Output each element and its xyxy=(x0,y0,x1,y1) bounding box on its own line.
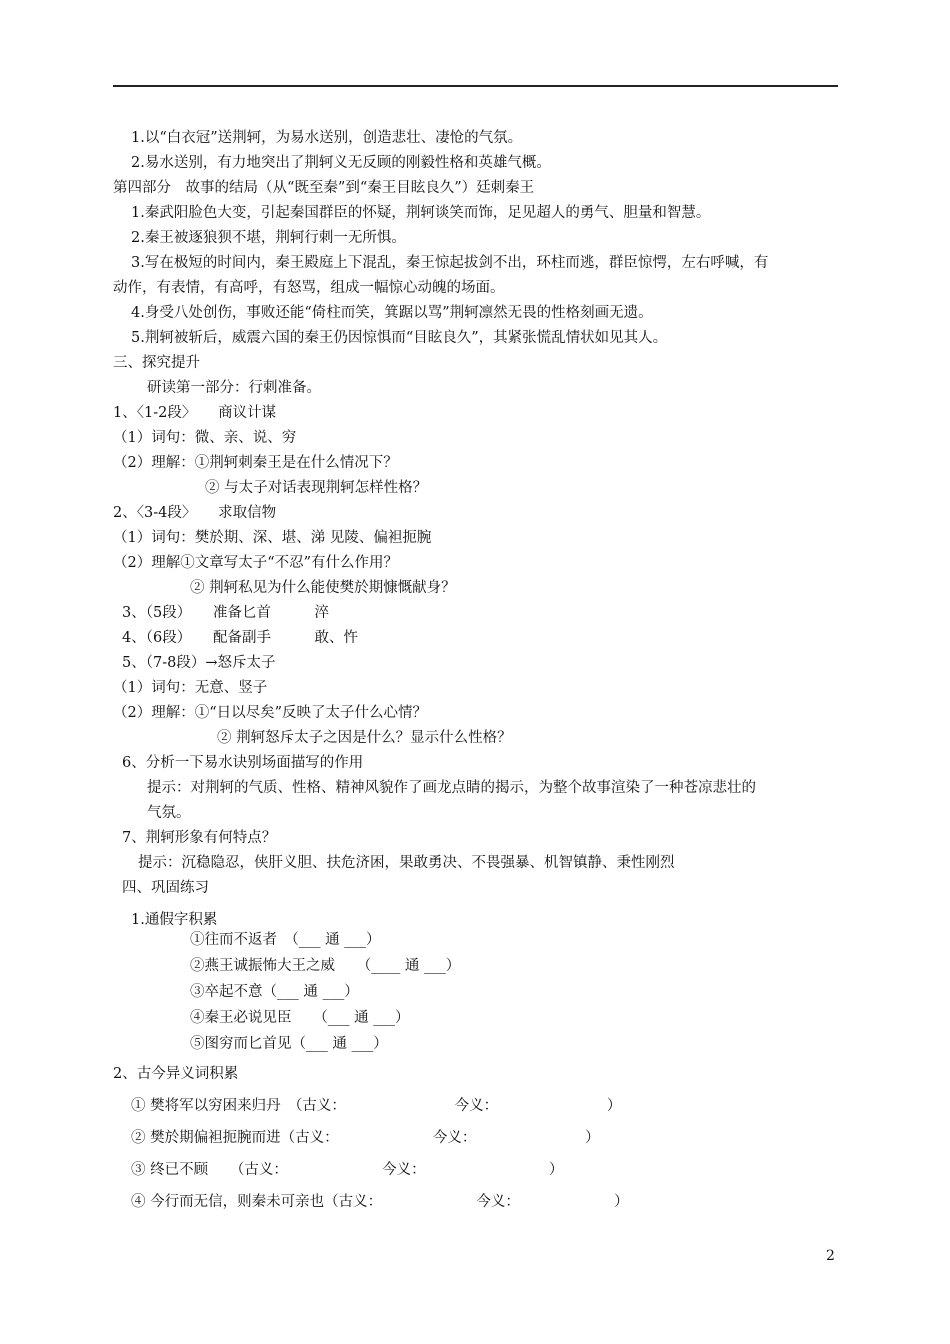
section-heading: 四、巩固练习 xyxy=(122,880,209,896)
text-line: 7、荆轲形象有何特点？ xyxy=(122,830,277,846)
text-line: ② 与太子对话表现荆轲怎样性格？ xyxy=(205,480,428,496)
exercise-item: ④秦王必说见臣 （___ 通 ___） xyxy=(190,1010,410,1026)
text-line: 5.荆轲被斩后，威震六国的秦王仍因惊惧而“目眩良久”，其紧张慌乱情状如见其人。 xyxy=(131,330,668,346)
text-line: 1.秦武阳脸色大变，引起秦国群臣的怀疑，荆轲谈笑而饰，足见超人的勇气、胆量和智慧。 xyxy=(131,205,711,221)
text-line: 2、〈3-4段〉 求取信物 xyxy=(113,505,277,521)
text-line: （2）理解：①“日以尽矣”反映了太子什么心情？ xyxy=(113,705,428,721)
exercise-item: ⑤图穷而匕首见（___ 通 ___） xyxy=(190,1036,388,1052)
text-line: 1、〈1-2段〉 商议计谋 xyxy=(113,405,277,421)
text-line: 1.以“白衣冠”送荆轲，为易水送别，创造悲壮、凄怆的气氛。 xyxy=(131,130,523,146)
exercise-item: ②燕王诚振怖大王之威 （____ 通 ___） xyxy=(190,958,461,974)
text-line: （2）理解①文章写太子“不忍”有什么作用？ xyxy=(113,555,399,571)
text-line: 研读第一部分：行刺准备。 xyxy=(147,380,321,396)
text-line: 3、（5段） 准备匕首 淬 xyxy=(122,605,329,621)
header-rule xyxy=(113,85,838,87)
text-line: 3.写在极短的时间内，秦王殿庭上下混乱，秦王惊起拔剑不出，环柱而逃，群臣惊愕，左右呼喊，有 xyxy=(131,255,769,271)
exercise-item: ④ 今行而无信，则秦未可亲也（古义： 今义： ） xyxy=(131,1194,629,1210)
text-line: 2.秦王被逐狼狈不堪，荆轲行刺一无所惧。 xyxy=(131,230,406,246)
section-heading: 三、探究提升 xyxy=(113,355,200,371)
text-line: 提示：对荆轲的气质、性格、精神风貌作了画龙点睛的揭示，为整个故事渲染了一种苍凉悲壮的 xyxy=(147,780,756,796)
text-line: ② 荆轲怒斥太子之因是什么？显示什么性格？ xyxy=(217,730,512,746)
exercise-item: ③卒起不意（___ 通 ___） xyxy=(190,984,359,1000)
text-line: 5、（7-8段）→怒斥太子 xyxy=(122,655,276,671)
text-line: 4.身受八处创伤，事败还能“倚柱而笑，箕踞以骂”荆轲凛然无畏的性格刻画无遗。 xyxy=(131,305,653,321)
exercise-item: ①往而不返者 （___ 通 ___） xyxy=(190,932,381,948)
text-line: 4、（6段） 配备副手 敢、忤 xyxy=(122,630,358,646)
section-heading: 第四部分 故事的结局（从“既至秦”到“秦王目眩良久”）廷刺秦王 xyxy=(113,180,535,196)
exercise-item: ② 樊於期偏袒扼腕而进（古义： 今义： ） xyxy=(131,1130,600,1146)
text-line: （1）词句：微、亲、说、穷 xyxy=(113,430,297,446)
exercise-item: ① 樊将军以穷困来归丹 （古义： 今义： ） xyxy=(131,1098,622,1114)
exercise-item: ③ 终已不顾 （古义： 今义： ） xyxy=(131,1162,564,1178)
text-line: （2）理解：①荆轲刺秦王是在什么情况下？ xyxy=(113,455,398,471)
page-number: 2 xyxy=(826,1248,835,1264)
text-line: 提示：沉稳隐忍，侠肝义胆、扶危济困，果敢勇决、不畏强暴、机智镇静、秉性刚烈 xyxy=(138,855,675,871)
text-line: 6、分析一下易水诀别场面描写的作用 xyxy=(122,755,364,771)
text-line: 动作，有表情，有高呼，有怒骂，组成一幅惊心动魄的场面。 xyxy=(113,280,505,296)
text-line: 气氛。 xyxy=(147,805,191,821)
text-line: 1.通假字积累 xyxy=(131,912,218,928)
text-line: 2.易水送别，有力地突出了荆轲义无反顾的刚毅性格和英雄气概。 xyxy=(131,155,551,171)
text-line: ② 荆轲私见为什么能使樊於期慷慨献身？ xyxy=(190,580,456,596)
text-line: （1）词句：樊於期、深、堪、涕 见陵、偏袒扼腕 xyxy=(113,530,432,546)
text-line: （1）词句：无意、竖子 xyxy=(113,680,268,696)
text-line: 2、古今异义词积累 xyxy=(113,1066,239,1082)
